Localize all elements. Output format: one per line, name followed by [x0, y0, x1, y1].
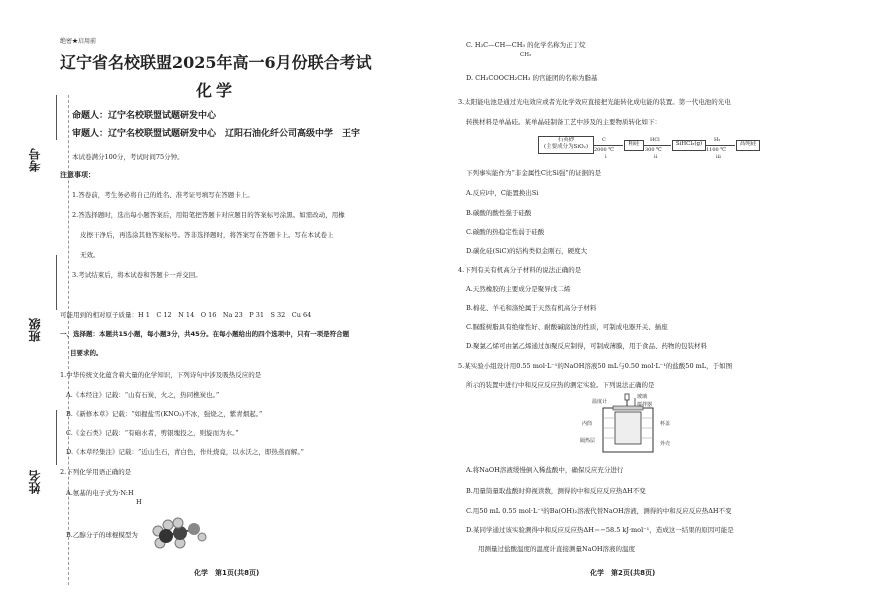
flow-arrow-3-num: iii — [716, 154, 721, 160]
binding-label-name: 姓名 — [28, 470, 42, 494]
question-3-stem-cont: 转换材料是单晶硅。某单晶硅制备工艺中涉及的主要物质转化如下： — [466, 118, 661, 126]
reviewer-line: 审题人：辽宁名校联盟试题研发中心 辽阳石油化纤公司高级中学 王宇 — [72, 129, 361, 139]
flow-arrow-1-bottom: 2000 ℃ — [594, 147, 614, 153]
question-2-option-d: D. CH₃COOCH₂CH₃ 的官能团的名称为脂基 — [466, 74, 598, 82]
binding-blank-class — [56, 255, 71, 310]
flow-arrow-3 — [705, 145, 735, 146]
atomic-masses: 可能用到的相对原子质量：H 1 C 12 N 14 O 16 Na 23 P 31 S 32 Cu 64 — [60, 311, 312, 319]
note-item: 3.考试结束后，将本试卷和答题卡一并交回。 — [72, 271, 202, 279]
question-5-option-a: A.将NaOH溶液缓慢倒入稀盐酸中，确保反应充分进行 — [466, 466, 624, 474]
question-5-option-d: D.某同学通过该实验测得中和反应反应热ΔH＝−58.5 kJ·mol⁻¹，造成这一结果的原因可能是 — [466, 526, 734, 534]
label-insulation: 隔热层 — [580, 438, 596, 444]
binding-label-class: 班级 — [28, 318, 42, 342]
flow-arrow-1-top: C — [602, 137, 606, 143]
binding-blank-name — [56, 410, 71, 465]
label-inner-cup: 内筒 — [582, 421, 593, 427]
question-4-option-d: D.聚氯乙烯可由氯乙烯通过加聚反应制得，可制成薄膜，用于食品、药物的包装材料 — [466, 342, 708, 350]
question-2-option-a: A.氨基的电子式为·N:H — [66, 489, 134, 497]
score-info: 本试卷满分100分，考试时间75分钟。 — [72, 153, 184, 161]
binding-label-exam-number: 考号 — [28, 148, 42, 172]
question-5-option-d-cont: 用测量过盐酸温度的温度计直接测量NaOH溶液的温度 — [478, 545, 636, 553]
flow-arrow-1 — [593, 145, 623, 146]
secret-mark: 绝密★启用前 — [60, 38, 97, 45]
question-3-question: 下列事实能作为“非金属性C比Si强”的证据的是 — [466, 169, 602, 177]
section-heading: 一、选择题：本题共15小题，每小题3分，共45分。在每小题给出的四个选项中，只有一项是符合题 — [60, 330, 350, 338]
question-5-stem-cont: 所示的装置中进行中和反应反应热的测定实验。下列说法正确的是 — [466, 381, 655, 389]
label-outer-shell: 外壳 — [660, 441, 671, 447]
question-2-option-b: B.乙醇分子的球棍模型为 — [66, 531, 138, 539]
flow-arrow-2-top: HCl — [650, 137, 660, 143]
flow-box-pure-si — [736, 140, 760, 151]
binding-dashed-line — [68, 95, 69, 585]
flow-box-sihcl3 — [672, 140, 706, 151]
flow-arrow-2 — [643, 145, 671, 146]
ethanol-ball-stick-model — [150, 515, 210, 553]
question-2-option-a-h: H — [136, 498, 142, 506]
label-stirrer: 玻璃 — [637, 394, 648, 400]
question-5-option-b: B.用量筒量取盐酸时仰视读数，测得的中和反应反应热ΔH不变 — [466, 487, 646, 495]
question-2-option-c-sub: CH₃ — [520, 52, 532, 58]
flow-box-crude-si — [624, 140, 644, 151]
question-1-option-a: A.《本经注》记载：“山有石炭，火之，热同樵炭也。” — [66, 391, 220, 399]
page-footer-right: 化学 第2页(共8页) — [590, 569, 656, 577]
flow-arrow-1-num: i — [605, 154, 607, 160]
question-3-option-c: C.碳酸的热稳定性弱于硅酸 — [466, 228, 545, 236]
subject-title: 化学 — [196, 81, 237, 100]
flow-box-crude-si-label: 粗硅 — [628, 141, 640, 147]
label-stirrer-2: 搅拌器 — [637, 402, 653, 408]
notes-heading: 注意事项： — [60, 171, 95, 179]
section-heading-cont: 目要求的。 — [70, 349, 103, 357]
flow-box-sihcl3-label: SiHCl₃(g) — [675, 141, 703, 147]
question-1-option-c: C.《金石类》记载：“有硇水者，剪银塊投之，则旋而为水。” — [66, 429, 239, 437]
flow-arrow-2-bottom: 300 ℃ — [645, 147, 662, 153]
flow-box-quartz-label: 石英砂 — [557, 137, 575, 143]
question-5-stem: 5.某实验小组设计用0.55 mol·L⁻¹的NaOH溶液50 mL与0.50 mol·L⁻¹的盐酸50 mL，于如图 — [458, 362, 733, 370]
question-4-stem: 4.下列有关有机高分子材料的说法正确的是 — [458, 266, 582, 274]
question-3-stem: 3.太阳能电池是通过光电效应或者光化学效应直接把光能转化成电能的装置。第一代电池的光电 — [458, 98, 731, 106]
note-item: 1.答卷前，考生务必将自己的姓名、准考证号填写在答题卡上。 — [72, 191, 254, 199]
author-line: 命题人：辽宁名校联盟试题研发中心 — [72, 111, 217, 121]
flow-box-pure-si-label: 高纯硅 — [739, 141, 757, 147]
flow-arrow-2-num: ii — [654, 154, 658, 160]
exam-title: 辽宁省名校联盟2025年高一6月份联合考试 — [60, 53, 372, 72]
question-3-option-a: A.反应i中，C能置换出Si — [466, 189, 539, 197]
question-2-stem: 2.下列化学用语正确的是 — [60, 468, 132, 476]
question-4-option-c: C.脲醛树脂具有绝缘性好、耐酸碱腐蚀的性质，可制成电器开关、插座 — [466, 323, 668, 331]
binding-blank-exam-number — [56, 95, 71, 140]
question-5-option-c: C.用50 mL 0.55 mol·L⁻¹的Ba(OH)₂溶液代替NaOH溶液，测得的中和反应反应热ΔH不变 — [466, 507, 732, 515]
binding-strip — [22, 0, 62, 599]
question-3-option-d: D.碳化硅(SiC)的结构类似金刚石，硬度大 — [466, 247, 588, 255]
question-4-option-b: B.棉花、羊毛和涤纶属于天然有机高分子材料 — [466, 304, 597, 312]
note-item: 无效。 — [80, 251, 100, 259]
question-3-option-b: B.碳酸的酸性强于硅酸 — [466, 209, 532, 217]
label-thermometer: 温度计 — [592, 399, 608, 405]
note-item: 皮擦干净后，再选涂其他答案标号。答非选择题时，将答案写在答题卡上。写在本试卷上 — [80, 231, 334, 239]
question-1-stem: 1.中华传统文化蕴含着大量的化学知识，下列诗句中涉及吸热反应的是 — [60, 371, 262, 379]
flow-arrow-3-bottom: 1100 ℃ — [706, 147, 726, 153]
note-item: 2.答选择题时，选出每小题答案后，用铅笔把答题卡对应题目的答案标号涂黑。如需改动，用橡 — [72, 211, 345, 219]
flow-box-quartz-sand — [538, 136, 594, 154]
page-footer-left: 化学 第1页(共8页) — [194, 569, 260, 577]
flow-box-quartz-sublabel: (主要成分为SiO₂) — [543, 144, 589, 150]
flow-arrow-3-top: H₂ — [714, 137, 721, 143]
label-lid: 杯盖 — [660, 421, 671, 427]
question-1-option-b: B.《新修本草》记载：“如握盐雪(KNO₃)不冰，强烧之，紫青烟起。” — [66, 410, 263, 418]
question-2-option-c: C. H₃C—CH—CH₃ 的化学名称为正丁烷 — [466, 41, 586, 49]
question-1-option-d: D.《本草经集注》记载：“近山生石，青白色，作灶烧竟，以水沃之，即热蒸而解。” — [66, 448, 304, 456]
question-4-option-a: A.天然橡胶的主要成分是聚异戊二烯 — [466, 285, 571, 293]
